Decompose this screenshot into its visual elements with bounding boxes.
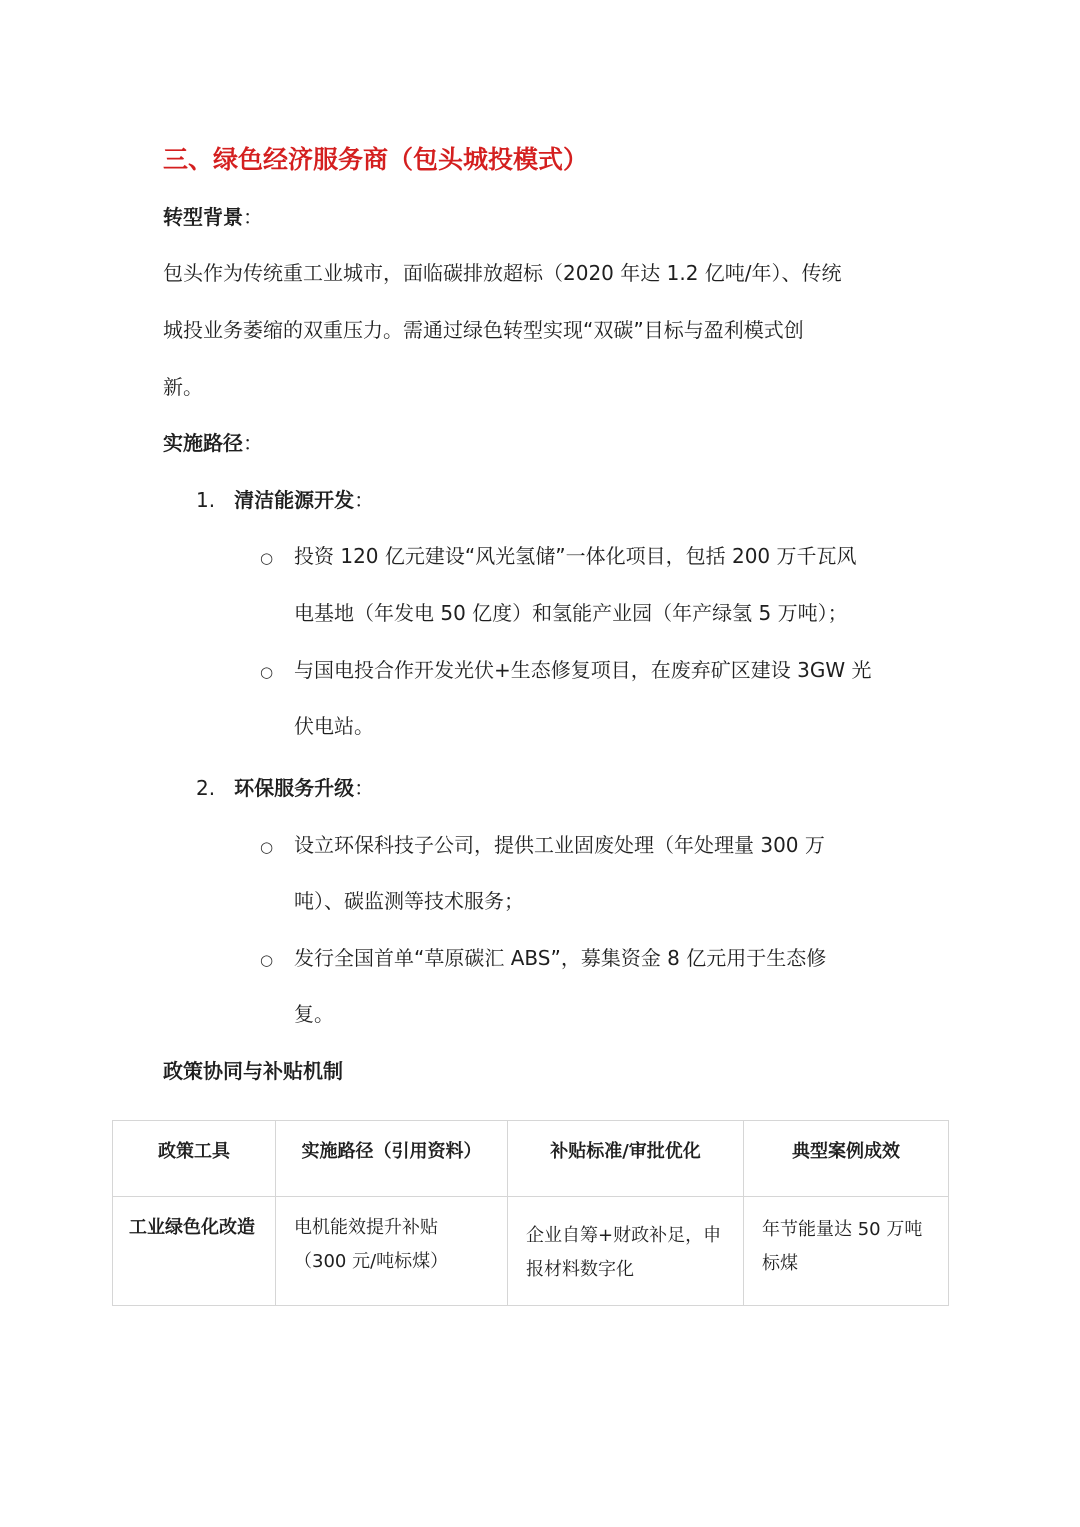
table-cell: 企业自筹+财政补足，申报材料数字化	[508, 1197, 744, 1306]
background-label-colon: ：	[243, 205, 263, 229]
list-item-colon: ：	[354, 776, 375, 800]
table-header-cell: 典型案例成效	[744, 1121, 949, 1197]
bullet-1-1-line-2: 电基地（年发电 50 亿度）和氢能产业园（年产绿氢 5 万吨）；	[294, 601, 848, 625]
table-cell: 年节能量达 50 万吨标煤	[744, 1197, 949, 1306]
table-header-row	[113, 1121, 949, 1197]
section-heading: 三、绿色经济服务商（包头城投模式）	[163, 145, 589, 174]
list-number: 1.	[196, 488, 216, 512]
list-number: 2.	[196, 776, 216, 800]
table-header-cell: 政策工具	[113, 1121, 276, 1197]
list-item-title: 环保服务升级	[234, 776, 355, 800]
policy-section-title: 政策协同与补贴机制	[163, 1059, 343, 1083]
bullet-1-2-line-1: 与国电投合作开发光伏+生态修复项目，在废弃矿区建设 3GW 光	[294, 658, 872, 682]
table-row	[113, 1197, 949, 1306]
bullet-1-1-line-1: 投资 120 亿元建设“风光氢储”一体化项目，包括 200 万千瓦风	[294, 544, 857, 568]
bullet-2-1-line-1: 设立环保科技子公司，提供工业固废处理（年处理量 300 万	[294, 833, 825, 857]
background-line-3: 新。	[163, 375, 203, 399]
bullet-2-2-line-1: 发行全国首单“草原碳汇 ABS”，募集资金 8 亿元用于生态修	[294, 946, 827, 970]
background-label-text: 转型背景	[163, 205, 243, 229]
table-cell: 工业绿色化改造	[113, 1197, 276, 1306]
implementation-label-colon: ：	[243, 431, 263, 455]
list-item-2-heading	[196, 771, 374, 805]
policy-table	[112, 1120, 949, 1306]
hollow-bullet-icon: ○	[260, 838, 274, 856]
table-cell: 电机能效提升补贴（300 元/吨标煤）	[276, 1197, 508, 1306]
background-line-1: 包头作为传统重工业城市，面临碳排放超标（2020 年达 1.2 亿吨/年）、传统	[163, 261, 842, 285]
table-header-cell: 实施路径（引用资料）	[276, 1121, 508, 1197]
list-item-title: 清洁能源开发	[234, 488, 355, 512]
hollow-bullet-icon: ○	[260, 951, 274, 969]
hollow-bullet-icon: ○	[260, 549, 274, 567]
list-item-colon: ：	[354, 488, 375, 512]
implementation-label-text: 实施路径	[163, 431, 243, 455]
background-line-2: 城投业务萎缩的双重压力。需通过绿色转型实现“双碳”目标与盈利模式创	[163, 318, 804, 342]
implementation-label	[163, 426, 263, 460]
list-item-1-heading	[196, 483, 374, 517]
bullet-1-2-line-2: 伏电站。	[294, 714, 374, 738]
table-header-cell: 补贴标准/审批优化	[508, 1121, 744, 1197]
bullet-2-2-line-2: 复。	[294, 1002, 334, 1026]
hollow-bullet-icon: ○	[260, 663, 274, 681]
background-label	[163, 200, 263, 234]
bullet-2-1-line-2: 吨）、碳监测等技术服务；	[294, 889, 524, 913]
